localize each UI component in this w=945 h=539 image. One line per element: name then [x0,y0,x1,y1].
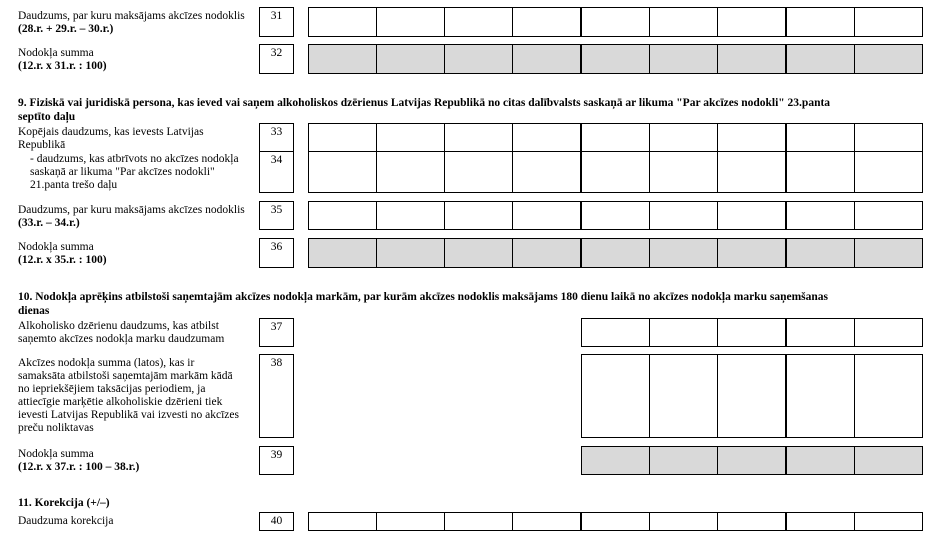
row-35-entry-cell[interactable] [649,201,718,230]
row-36-entry-cell [581,238,650,268]
row-39-label: Nodokļa summa (12.r. x 37.r. : 100 – 38.r.) [18,448,140,473]
row-31-entry-cell[interactable] [376,7,445,37]
row-31-entry-cell[interactable] [308,7,377,37]
row-33-entry-cell[interactable] [512,123,581,152]
row-number-40: 40 [259,512,294,531]
row-32-entry-cell [649,44,718,74]
row-32-entry-cell [717,44,786,74]
row-34-entry-cell[interactable] [649,151,718,193]
row-number-35: 35 [259,201,294,230]
row-35-entry-cell[interactable] [444,201,513,230]
row-31-entry-cell[interactable] [717,7,786,37]
row-34-entry-cell[interactable] [444,151,513,193]
row-39-entry-cell [649,446,718,475]
row-36-entry-cell [717,238,786,268]
row-35-entry-cell[interactable] [854,201,923,230]
row-35-label: Daudzums, par kuru maksājams akcīzes nodoklis (33.r. – 34.r.) [18,204,245,229]
section-9-heading: 9. Fiziskā vai juridiskā persona, kas ieved vai saņem alkoholiskos dzērienus Latvijas Republikā no citas dalībvalsts saskaņā ar likuma "Par akcīzes nodokli" 23.panta septīto daļu [18,97,831,123]
row-33-entry-cell[interactable] [717,123,786,152]
row-34-entry-cell[interactable] [717,151,786,193]
row-33-entry-cell[interactable] [376,123,445,152]
row-31-entry-cell[interactable] [581,7,650,37]
row-40-entry-cell[interactable] [786,512,855,531]
row-number-37: 37 [259,318,294,347]
row-32-entry-cell [376,44,445,74]
row-36-entry-cell [308,238,377,268]
row-32-entry-cell [854,44,923,74]
row-37-entry-cell[interactable] [854,318,923,347]
row-39-entry-cell [717,446,786,475]
row-32-entry-cell [512,44,581,74]
row-36-entry-cell [854,238,923,268]
section-11-heading: 11. Korekcija (+/–) [18,497,110,509]
row-36-label: Nodokļa summa (12.r. x 35.r. : 100) [18,241,107,266]
row-33-entry-cell[interactable] [786,123,855,152]
row-33-entry-cell[interactable] [649,123,718,152]
row-34-entry-cell[interactable] [786,151,855,193]
row-number-36: 36 [259,238,294,268]
row-31-entry-cell[interactable] [649,7,718,37]
row-33-entry-cell[interactable] [581,123,650,152]
row-33-entry-cell[interactable] [308,123,377,152]
row-number-34: 34 [259,151,294,193]
row-37-entry-cell[interactable] [649,318,718,347]
row-38-entry-cell[interactable] [786,354,855,438]
row-37-entry-cell[interactable] [786,318,855,347]
row-31-entry-cell[interactable] [786,7,855,37]
row-36-entry-cell [512,238,581,268]
row-number-32: 32 [259,44,294,74]
row-40-entry-cell[interactable] [649,512,718,531]
row-35-entry-cell[interactable] [786,201,855,230]
row-35-entry-cell[interactable] [376,201,445,230]
row-32-label: Nodokļa summa (12.r. x 31.r. : 100) [18,47,107,72]
row-32-entry-cell [786,44,855,74]
row-40-entry-cell[interactable] [444,512,513,531]
row-40-entry-cell[interactable] [376,512,445,531]
row-32-entry-cell [308,44,377,74]
row-33-entry-cell[interactable] [444,123,513,152]
row-40-entry-cell[interactable] [854,512,923,531]
row-32-entry-cell [581,44,650,74]
row-35-entry-cell[interactable] [512,201,581,230]
row-31-entry-cell[interactable] [444,7,513,37]
row-38-entry-cell[interactable] [581,354,650,438]
row-36-entry-cell [444,238,513,268]
row-number-33: 33 [259,123,294,152]
row-35-entry-cell[interactable] [581,201,650,230]
row-40-entry-cell[interactable] [308,512,377,531]
row-38-entry-cell[interactable] [854,354,923,438]
row-31-entry-cell[interactable] [854,7,923,37]
row-39-entry-cell [854,446,923,475]
row-36-entry-cell [786,238,855,268]
row-35-entry-cell[interactable] [308,201,377,230]
row-36-entry-cell [649,238,718,268]
row-40-entry-cell[interactable] [512,512,581,531]
row-36-entry-cell [376,238,445,268]
row-34-label: - daudzums, kas atbrīvots no akcīzes nodokļa saskaņā ar likuma "Par akcīzes nodokli" 21.panta trešo daļu [30,153,239,191]
row-38-entry-cell[interactable] [649,354,718,438]
row-32-entry-cell [444,44,513,74]
row-33-entry-cell[interactable] [854,123,923,152]
row-number-31: 31 [259,7,294,37]
row-number-39: 39 [259,446,294,475]
row-37-entry-cell[interactable] [581,318,650,347]
row-35-entry-cell[interactable] [717,201,786,230]
row-40-entry-cell[interactable] [717,512,786,531]
row-37-label: Alkoholisko dzērienu daudzums, kas atbilst saņemto akcīzes nodokļa marku daudzumam [18,320,225,345]
row-39-entry-cell [581,446,650,475]
section-10-heading: 10. Nodokļa aprēķins atbilstoši saņemtajām akcīzes nodokļa markām, par kurām akcīzes nodoklis maksājams 180 dienu laikā no akcīzes nodokļa marku saņemšanas dienas [18,291,829,317]
row-38-entry-cell[interactable] [717,354,786,438]
row-31-label: Daudzums, par kuru maksājams akcīzes nodoklis (28.r. + 29.r. – 30.r.) [18,10,245,35]
row-40-entry-cell[interactable] [581,512,650,531]
row-34-entry-cell[interactable] [376,151,445,193]
row-39-entry-cell [786,446,855,475]
row-34-entry-cell[interactable] [581,151,650,193]
row-38-label: Akcīzes nodokļa summa (latos), kas ir samaksāta atbilstoši saņemtajām markām kādā no iepriekšējiem taksācijas periodiem, ja attiecīgie marķētie alkoholiskie dzērieni tiek ievesti Latvijas Republikā vai izvesti no akcīzes preču noliktavas [18,357,239,434]
row-33-label: Kopējais daudzums, kas ievests Latvijas Republikā [18,126,204,151]
row-37-entry-cell[interactable] [717,318,786,347]
row-number-38: 38 [259,354,294,438]
row-31-entry-cell[interactable] [512,7,581,37]
row-40-label: Daudzuma korekcija [18,515,114,527]
row-34-entry-cell[interactable] [512,151,581,193]
row-34-entry-cell[interactable] [308,151,377,193]
row-34-entry-cell[interactable] [854,151,923,193]
